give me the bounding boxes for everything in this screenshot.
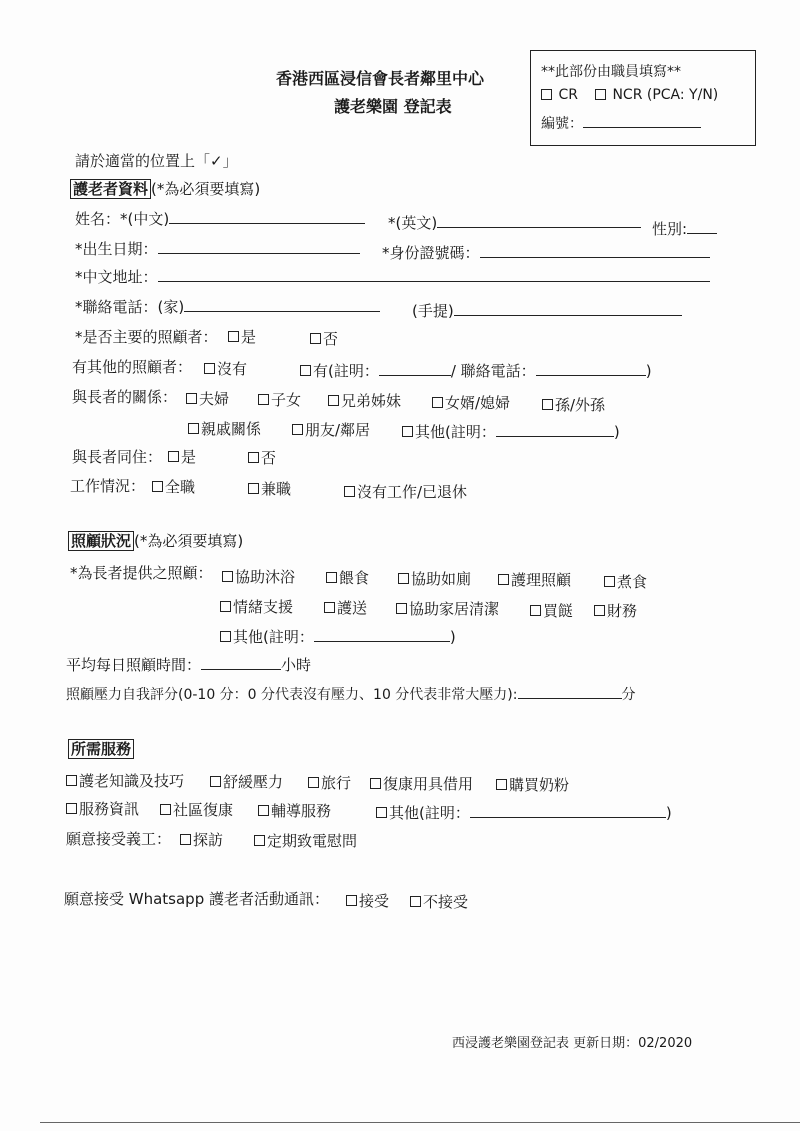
checkbox-icon[interactable] <box>541 89 552 100</box>
services-section-heading: 所需服務 <box>68 738 134 759</box>
checkbox-icon[interactable] <box>542 399 553 410</box>
relation-option[interactable]: 朋友/鄰居 <box>292 419 370 440</box>
volunteer-question: 願意接受義工： <box>66 830 172 848</box>
caregiver-section-heading: 護老者資料 (*為必須要填寫) <box>70 178 260 199</box>
checkbox-icon[interactable] <box>66 775 77 786</box>
care-option[interactable]: 協助沐浴 <box>222 566 295 587</box>
primary-no-option[interactable]: 否 <box>310 328 338 349</box>
checkbox-icon[interactable] <box>222 571 233 582</box>
other-have-field[interactable]: 有(註明： / 聯絡電話： ) <box>300 360 652 381</box>
instruction-text: 請於適當的位置上「✓」 <box>75 152 238 170</box>
checkbox-icon[interactable] <box>168 451 179 462</box>
name-cn-field[interactable]: 姓名：*(中文) <box>75 208 365 229</box>
checkbox-icon[interactable] <box>410 896 421 907</box>
checkbox-icon[interactable] <box>300 365 311 376</box>
checkbox-icon[interactable] <box>180 834 191 845</box>
staff-number-field[interactable]: 編號： <box>541 113 701 133</box>
checkbox-icon[interactable] <box>210 776 221 787</box>
checkbox-icon[interactable] <box>160 804 171 815</box>
checkbox-icon[interactable] <box>346 895 357 906</box>
care-option[interactable]: 協助家居清潔 <box>396 598 499 619</box>
checkbox-icon[interactable] <box>248 483 259 494</box>
org-title: 香港西區浸信會長者鄰里中心 <box>276 69 485 88</box>
footer-note: 西浸護老樂園登記表 更新日期：02/2020 <box>452 1036 693 1051</box>
checkbox-icon[interactable] <box>292 424 303 435</box>
relation-option[interactable]: 夫婦 <box>186 388 229 409</box>
checkbox-icon[interactable] <box>308 777 319 788</box>
service-option[interactable]: 旅行 <box>308 772 351 793</box>
work-option[interactable]: 沒有工作/已退休 <box>344 481 467 502</box>
primary-caregiver-question: *是否主要的照顧者： <box>75 328 218 346</box>
checkbox-icon[interactable] <box>152 481 163 492</box>
checkbox-icon[interactable] <box>530 605 541 616</box>
form-title: 護老樂園 登記表 <box>334 97 452 116</box>
page-edge-line <box>40 1122 800 1123</box>
daily-hours-field[interactable]: 平均每日照顧時間： 小時 <box>66 656 312 674</box>
staff-use-box <box>530 50 756 146</box>
service-option[interactable]: 輔導服務 <box>258 800 331 821</box>
checkbox-icon[interactable] <box>432 397 443 408</box>
id-field[interactable]: *身份證號碼： <box>382 242 710 263</box>
care-section-heading: 照顧狀況 (*為必須要填寫) <box>68 530 243 551</box>
care-option[interactable]: 情緒支援 <box>220 596 293 617</box>
checkbox-icon[interactable] <box>370 778 381 789</box>
service-option[interactable]: 護老知識及技巧 <box>66 770 184 791</box>
checkbox-icon[interactable] <box>258 805 269 816</box>
service-option[interactable]: 復康用具借用 <box>370 773 473 794</box>
live-with-yes-option[interactable]: 是 <box>168 446 196 467</box>
staff-box-title: **此部份由職員填寫** <box>541 64 681 80</box>
relation-option[interactable]: 親戚關係 <box>188 418 261 439</box>
dob-field[interactable]: *出生日期： <box>75 238 360 259</box>
care-other-field[interactable]: 其他(註明： ) <box>220 626 456 647</box>
relation-option[interactable]: 兄弟姊妹 <box>328 390 401 411</box>
checkbox-icon[interactable] <box>498 574 509 585</box>
care-option[interactable]: 護送 <box>324 597 367 618</box>
checkbox-icon[interactable] <box>396 603 407 614</box>
checkbox-icon[interactable] <box>220 601 231 612</box>
checkbox-icon[interactable] <box>228 331 239 342</box>
checkbox-icon[interactable] <box>595 89 606 100</box>
phone-mobile-field[interactable]: (手提) <box>412 300 682 321</box>
live-with-question: 與長者同住： <box>72 448 163 466</box>
relation-option[interactable]: 子女 <box>258 389 301 410</box>
ncr-option[interactable]: NCR (PCA: Y/N) <box>595 87 718 103</box>
checkbox-icon[interactable] <box>326 572 337 583</box>
volunteer-option[interactable]: 探訪 <box>180 829 223 850</box>
checkbox-icon[interactable] <box>254 835 265 846</box>
checkbox-icon[interactable] <box>604 576 615 587</box>
service-option[interactable]: 服務資訊 <box>66 798 139 819</box>
whatsapp-accept-option[interactable]: 接受 <box>346 890 389 911</box>
checkbox-icon[interactable] <box>66 803 77 814</box>
care-option[interactable]: 餵食 <box>326 567 369 588</box>
checkbox-icon[interactable] <box>398 573 409 584</box>
care-option[interactable]: 協助如廁 <box>398 568 471 589</box>
other-none-option[interactable]: 沒有 <box>204 358 247 379</box>
relation-option[interactable]: 女婿/媳婦 <box>432 392 510 413</box>
checkbox-icon[interactable] <box>220 631 231 642</box>
checkbox-icon[interactable] <box>248 452 259 463</box>
checkbox-icon[interactable] <box>310 333 321 344</box>
other-caregiver-question: 有其他的照顧者： <box>72 358 193 376</box>
work-option[interactable]: 全職 <box>152 476 195 497</box>
checkbox-icon[interactable] <box>376 807 387 818</box>
checkbox-icon[interactable] <box>496 779 507 790</box>
primary-yes-option[interactable]: 是 <box>228 326 256 347</box>
care-provided-question: *為長者提供之照顧： <box>70 564 213 582</box>
care-option[interactable]: 護理照顧 <box>498 569 571 590</box>
name-en-field[interactable]: *(英文) <box>388 212 641 233</box>
stress-score-field[interactable]: 照顧壓力自我評分(0-10 分：0 分代表沒有壓力、10 分代表非常大壓力): 分 <box>66 684 636 704</box>
checkbox-icon[interactable] <box>328 395 339 406</box>
phone-home-field[interactable]: *聯絡電話：(家) <box>75 296 380 317</box>
checkbox-icon[interactable] <box>188 423 199 434</box>
service-other-field[interactable]: 其他(註明： ) <box>376 802 672 823</box>
service-option[interactable]: 購買奶粉 <box>496 774 569 795</box>
service-option[interactable]: 社區復康 <box>160 799 233 820</box>
cr-option[interactable]: CR <box>541 87 578 103</box>
relation-other-field[interactable]: 其他(註明： ) <box>402 421 620 442</box>
relation-option[interactable]: 孫/外孫 <box>542 394 605 415</box>
checkbox-icon[interactable] <box>594 605 605 616</box>
checkbox-icon[interactable] <box>258 394 269 405</box>
volunteer-option[interactable]: 定期致電慰問 <box>254 830 357 851</box>
relation-question: 與長者的關係： <box>72 388 178 406</box>
address-field[interactable]: *中文地址： <box>75 266 710 287</box>
gender-field[interactable]: 性別: <box>652 218 717 239</box>
checkbox-icon[interactable] <box>204 363 215 374</box>
checkbox-icon[interactable] <box>344 486 355 497</box>
whatsapp-question: 願意接受 Whatsapp 護老者活動通訊： <box>64 890 329 908</box>
care-option[interactable]: 買餸 <box>530 600 573 621</box>
care-option[interactable]: 財務 <box>594 600 637 621</box>
checkbox-icon[interactable] <box>402 426 413 437</box>
whatsapp-decline-option[interactable]: 不接受 <box>410 891 468 912</box>
service-option[interactable]: 舒緩壓力 <box>210 771 283 792</box>
work-question: 工作情況： <box>70 477 146 495</box>
live-with-no-option[interactable]: 否 <box>248 447 276 468</box>
checkbox-icon[interactable] <box>186 393 197 404</box>
care-option[interactable]: 煮食 <box>604 571 647 592</box>
work-option[interactable]: 兼職 <box>248 478 291 499</box>
checkbox-icon[interactable] <box>324 602 335 613</box>
